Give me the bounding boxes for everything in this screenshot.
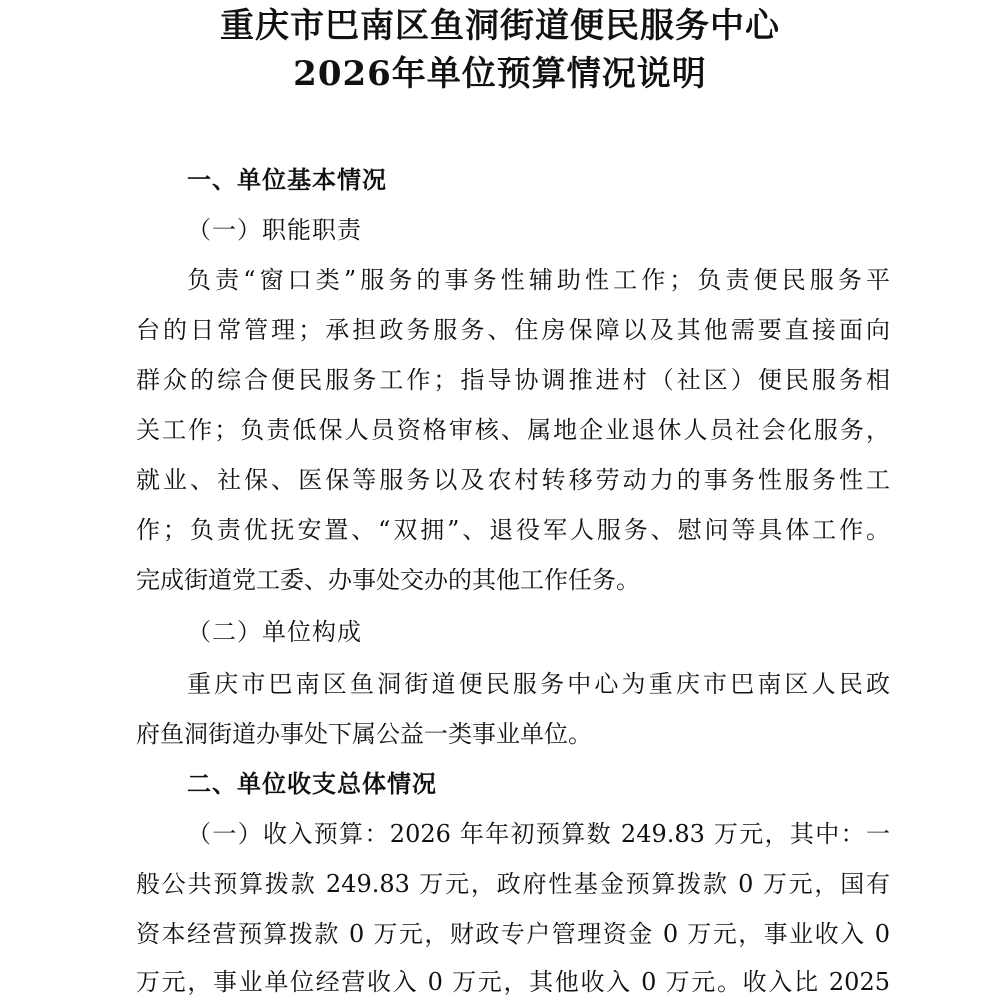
paragraph-line: 作；负责优抚安置、“双拥”、退役军人服务、慰问等具体工作。: [136, 516, 890, 544]
section-heading-basic-info: 一、单位基本情况: [187, 165, 387, 194]
document-title-line-1: 重庆市巴南区鱼洞街道便民服务中心: [220, 6, 780, 46]
paragraph-line: 台的日常管理；承担政务服务、住房保障以及其他需要直接面向: [136, 316, 890, 344]
paragraph-line: 关工作；负责低保人员资格审核、属地企业退休人员社会化服务，: [136, 416, 890, 444]
section-heading-budget-overview: 二、单位收支总体情况: [187, 769, 437, 798]
paragraph-line: 重庆市巴南区鱼洞街道便民服务中心为重庆市巴南区人民政: [187, 670, 890, 698]
subsection-heading-functions: （一）职能职责: [187, 216, 362, 244]
paragraph-line: 负责“窗口类”服务的事务性辅助性工作；负责便民服务平: [187, 266, 890, 294]
paragraph-line: 万元，事业单位经营收入 0 万元，其他收入 0 万元。收入比 2025: [136, 968, 890, 996]
subsection-heading-composition: （二）单位构成: [187, 618, 362, 646]
document-title-line-2: 2026年单位预算情况说明: [293, 54, 707, 94]
paragraph-line: 府鱼洞街道办事处下属公益一类事业单位。: [136, 720, 592, 748]
paragraph-line: 完成街道党工委、办事处交办的其他工作任务。: [136, 566, 640, 594]
paragraph-line: 就业、社保、医保等服务以及农村转移劳动力的事务性服务性工: [136, 466, 890, 494]
paragraph-line: 资本经营预算拨款 0 万元，财政专户管理资金 0 万元，事业收入 0: [136, 920, 890, 948]
paragraph-line: 般公共预算拨款 249.83 万元，政府性基金预算拨款 0 万元，国有: [136, 870, 890, 898]
paragraph-line: 群众的综合便民服务工作；指导协调推进村（社区）便民服务相: [136, 366, 890, 394]
paragraph-line: （一）收入预算：2026 年年初预算数 249.83 万元，其中：一: [187, 820, 890, 848]
